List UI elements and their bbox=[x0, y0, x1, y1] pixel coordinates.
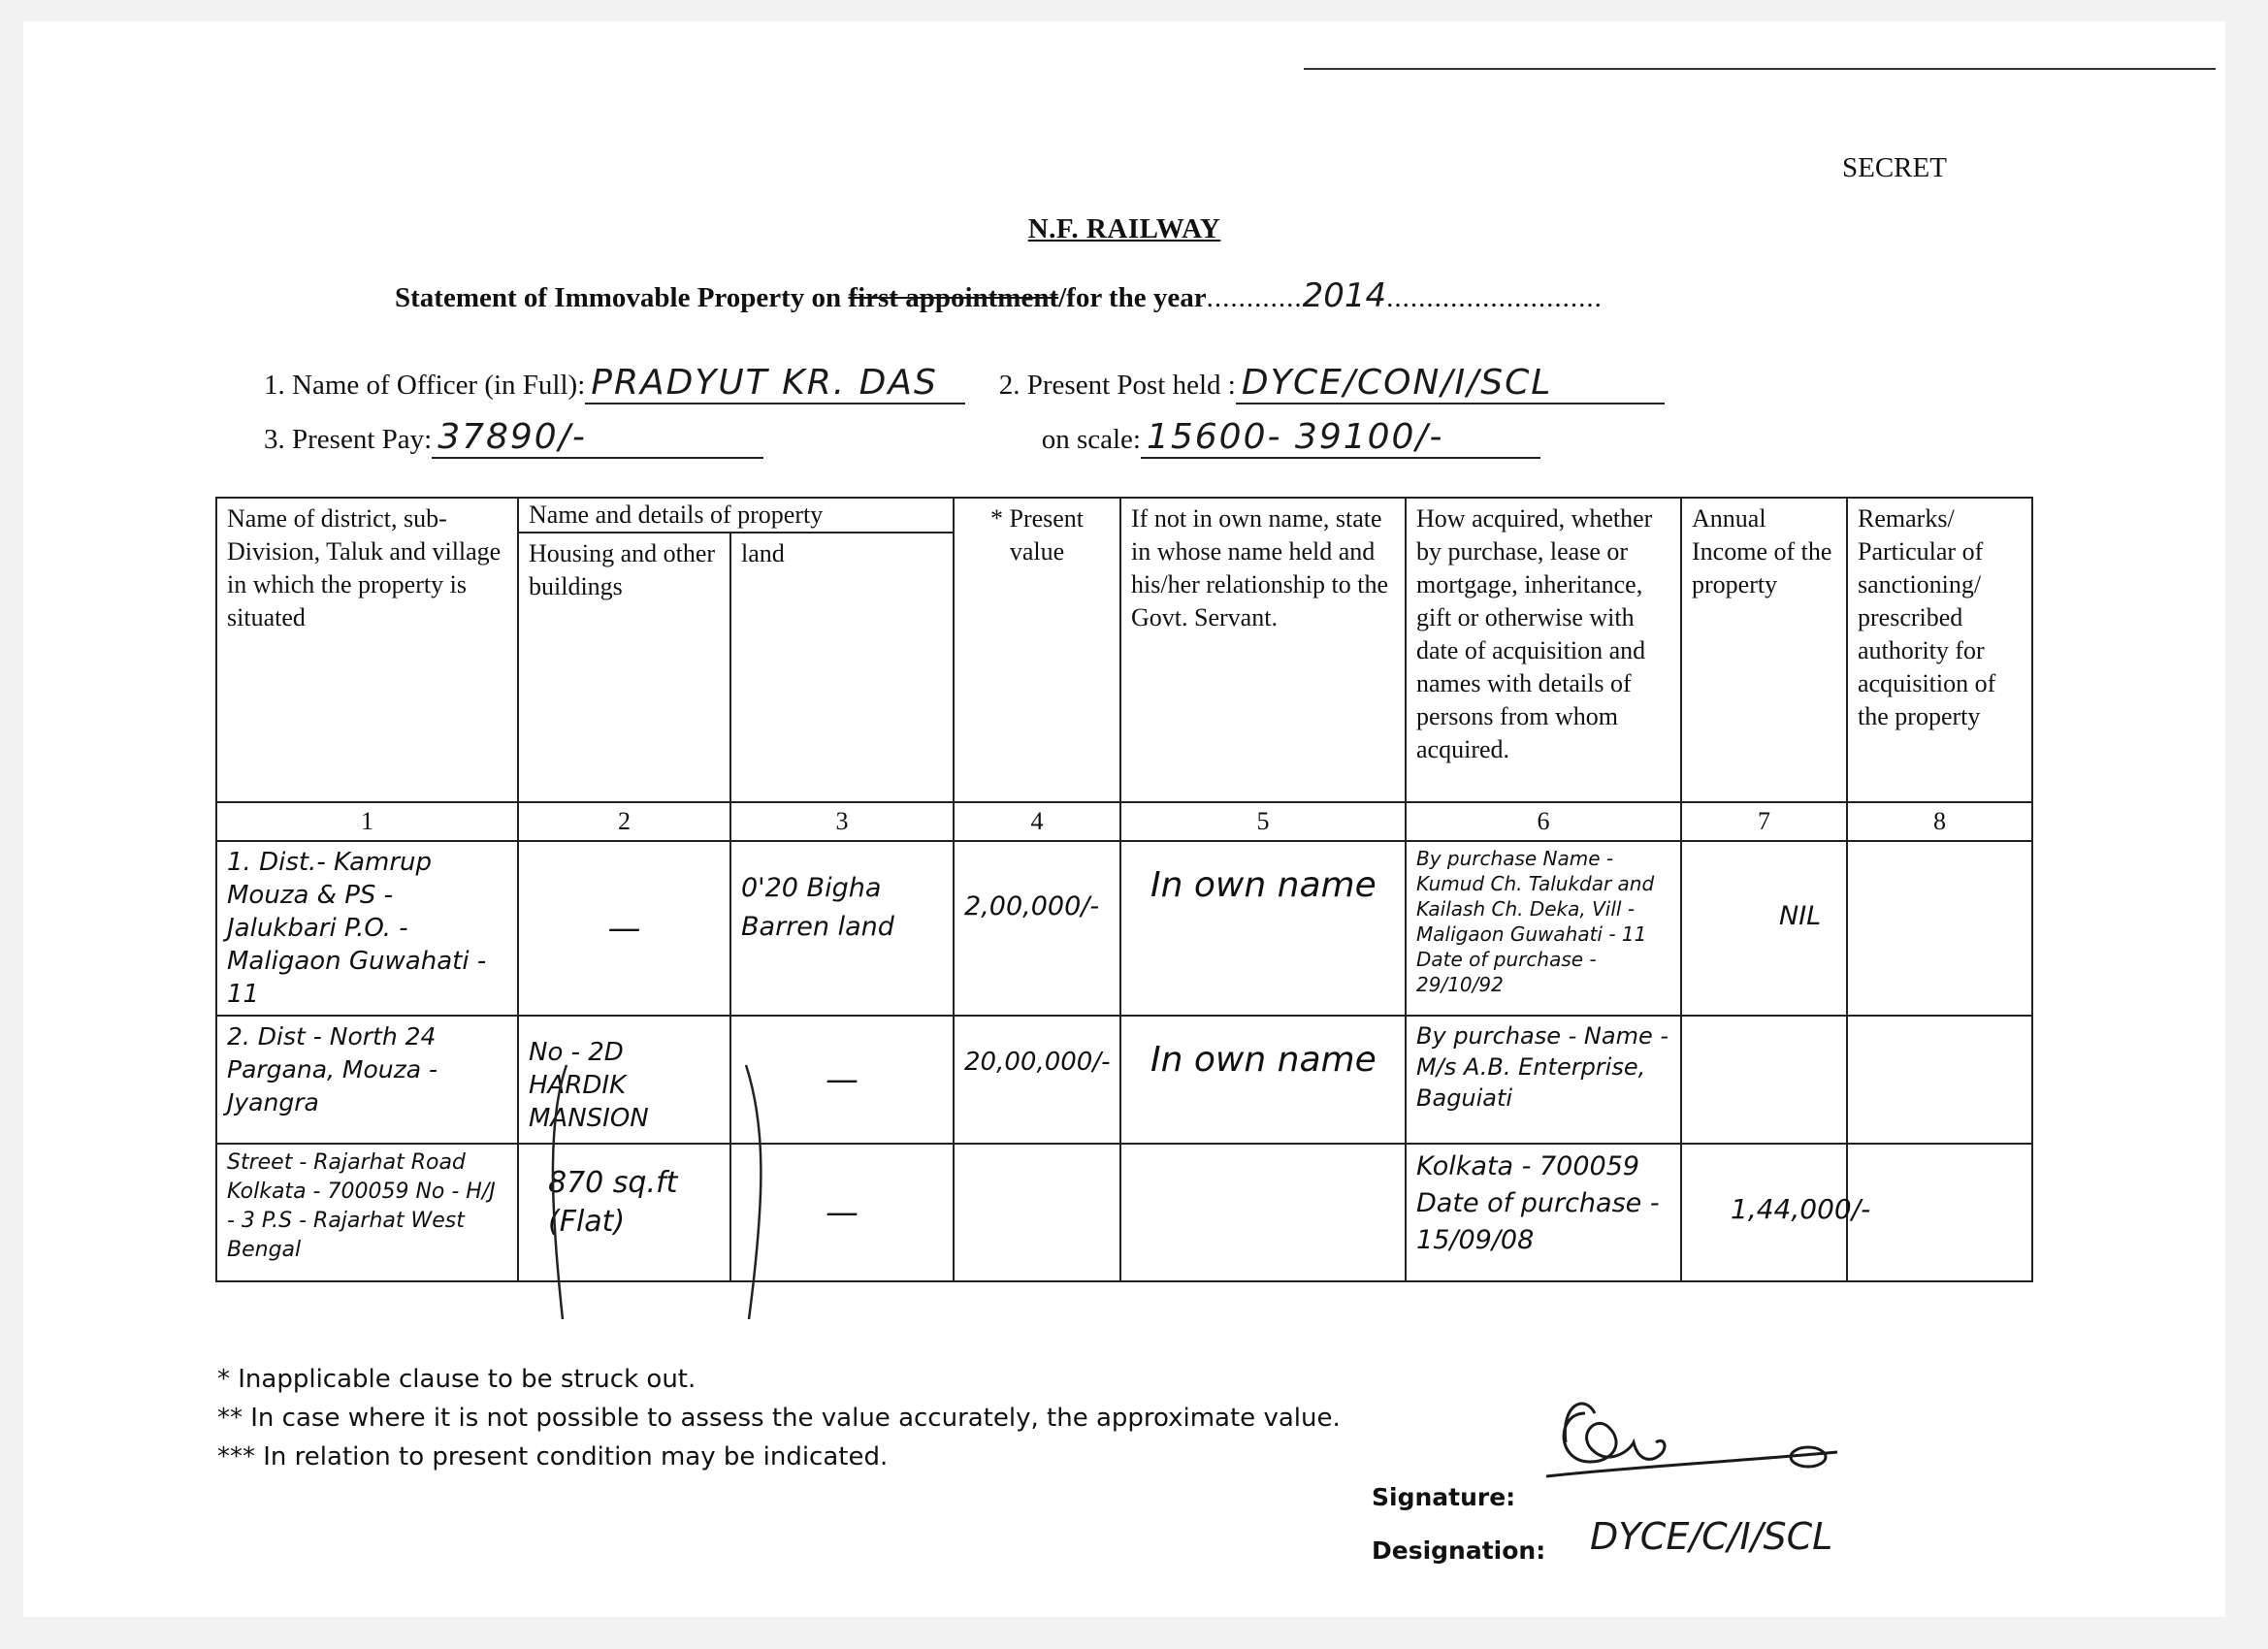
number-row bbox=[216, 802, 2032, 841]
scale-label: on scale: bbox=[1041, 424, 1141, 455]
col-number: 6 bbox=[1406, 802, 1681, 841]
col-number: 3 bbox=[730, 802, 954, 841]
header-col3: land bbox=[730, 533, 954, 802]
secret-label: SECRET bbox=[1842, 152, 1947, 183]
year-leader: ............ bbox=[1206, 282, 1303, 313]
year-trail: ........................... bbox=[1386, 282, 1603, 313]
statement-suffix: /for the year bbox=[1058, 282, 1207, 313]
header-row bbox=[216, 498, 2032, 533]
cell-acquisition: By purchase Name - Kumud Ch. Talukdar and Kailash Ch. Deka, Vill - Maligaon Guwahati - 11 Date of purchase - 29/10/92 bbox=[1406, 841, 1681, 1016]
hand-brackets bbox=[537, 1057, 780, 1329]
footnotes bbox=[217, 1360, 1341, 1476]
cell-location: 2. Dist - North 24 Pargana, Mouza - Jyangra bbox=[216, 1016, 518, 1144]
cell-holder: In own name bbox=[1120, 1016, 1406, 1144]
footnote-3: *** In relation to present condition may be indicated. bbox=[217, 1442, 889, 1471]
cell-acquisition: By purchase - Name - M/s A.B. Enterprise, Baguiati bbox=[1406, 1016, 1681, 1144]
cell-location: Street - Rajarhat Road Kolkata - 700059 No - H/J - 3 P.S - Rajarhat West Bengal bbox=[216, 1144, 518, 1281]
header-col1: Name of district, sub-Division, Taluk and village in which the property is situated bbox=[216, 498, 518, 802]
cell-location: 1. Dist.- Kamrup Mouza & PS - Jalukbari P.O. - Maligaon Guwahati - 11 bbox=[216, 841, 518, 1016]
header-col2: Housing and other buildings bbox=[518, 533, 730, 802]
header-col4: * Present value bbox=[954, 498, 1120, 802]
col-number: 2 bbox=[518, 802, 730, 841]
cell-holder: In own name bbox=[1120, 841, 1406, 1016]
pay-row bbox=[264, 417, 1540, 459]
designation-value: DYCE/C/I/SCL bbox=[1590, 1515, 1833, 1558]
property-table bbox=[215, 497, 2033, 1282]
statement-struck: first appointment bbox=[848, 282, 1059, 313]
cell-value bbox=[954, 1144, 1120, 1281]
scale-value: 15600- 39100/- bbox=[1141, 417, 1540, 459]
col-number: 1 bbox=[216, 802, 518, 841]
post-value: DYCE/CON/I/SCL bbox=[1236, 363, 1665, 404]
officer-label: 1. Name of Officer (in Full): bbox=[264, 370, 586, 401]
document-sheet bbox=[23, 21, 2225, 1617]
cell-holder bbox=[1120, 1144, 1406, 1281]
year-value: 2014 bbox=[1302, 276, 1387, 315]
officer-value: PRADYUT KR. DAS bbox=[585, 363, 965, 404]
designation-label: Designation: bbox=[1372, 1536, 1546, 1565]
cell-remarks bbox=[1847, 1144, 2032, 1281]
footnote-1: * Inapplicable clause to be struck out. bbox=[217, 1365, 697, 1394]
col-number: 4 bbox=[954, 802, 1120, 841]
signature-label: Signature: bbox=[1372, 1483, 1516, 1511]
table-row bbox=[216, 841, 2032, 1016]
footnote-2: ** In case where it is not possible to assess the value accurately, the approximate value. bbox=[217, 1404, 1341, 1433]
cell-acquisition: Kolkata - 700059 Date of purchase - 15/09/08 bbox=[1406, 1144, 1681, 1281]
cell-housing: — bbox=[518, 841, 730, 1016]
pay-label: 3. Present Pay: bbox=[264, 424, 433, 455]
header-col7: Annual Income of the property bbox=[1681, 498, 1847, 802]
cell-land: — bbox=[730, 1144, 954, 1281]
cell-land: — bbox=[730, 1016, 954, 1144]
col-number: 7 bbox=[1681, 802, 1847, 841]
header-col6: How acquired, whether by purchase, lease or mortgage, inheritance, gift or otherwise with date of acquisition and names with details of persons from whom acquired. bbox=[1406, 498, 1681, 802]
officer-row bbox=[264, 363, 1665, 404]
cell-housing: No - 2D HARDIK MANSION bbox=[518, 1016, 730, 1144]
header-group: Name and details of property bbox=[518, 498, 954, 533]
cell-value: 2,00,000/- bbox=[954, 841, 1120, 1016]
header-col5: If not in own name, state in whose name held and his/her relationship to the Govt. Servant. bbox=[1120, 498, 1406, 802]
cell-land: 0'20 Bigha Barren land bbox=[730, 841, 954, 1016]
cell-value: 20,00,000/- bbox=[954, 1016, 1120, 1144]
org-title: N.F. RAILWAY bbox=[1027, 213, 1221, 244]
cell-housing: 870 sq.ft (Flat) bbox=[518, 1144, 730, 1281]
post-label: 2. Present Post held : bbox=[998, 370, 1236, 401]
top-rule bbox=[1304, 68, 2216, 70]
cell-remarks bbox=[1847, 841, 2032, 1016]
cell-remarks bbox=[1847, 1016, 2032, 1144]
cell-income: 1,44,000/- bbox=[1681, 1144, 1847, 1281]
statement-prefix: Statement of Immovable Property on bbox=[395, 282, 849, 313]
table-row bbox=[216, 1016, 2032, 1144]
header-col8: Remarks/ Particular of sanctioning/ prescribed authority for acquisition of the property bbox=[1847, 498, 2032, 802]
cell-income: NIL bbox=[1681, 841, 1847, 1016]
statement-title bbox=[395, 276, 1603, 315]
table-row bbox=[216, 1144, 2032, 1281]
col-number: 5 bbox=[1120, 802, 1406, 841]
col-number: 8 bbox=[1847, 802, 2032, 841]
cell-income bbox=[1681, 1016, 1847, 1144]
signature-mark bbox=[1517, 1384, 1866, 1501]
pay-value: 37890/- bbox=[432, 417, 763, 459]
